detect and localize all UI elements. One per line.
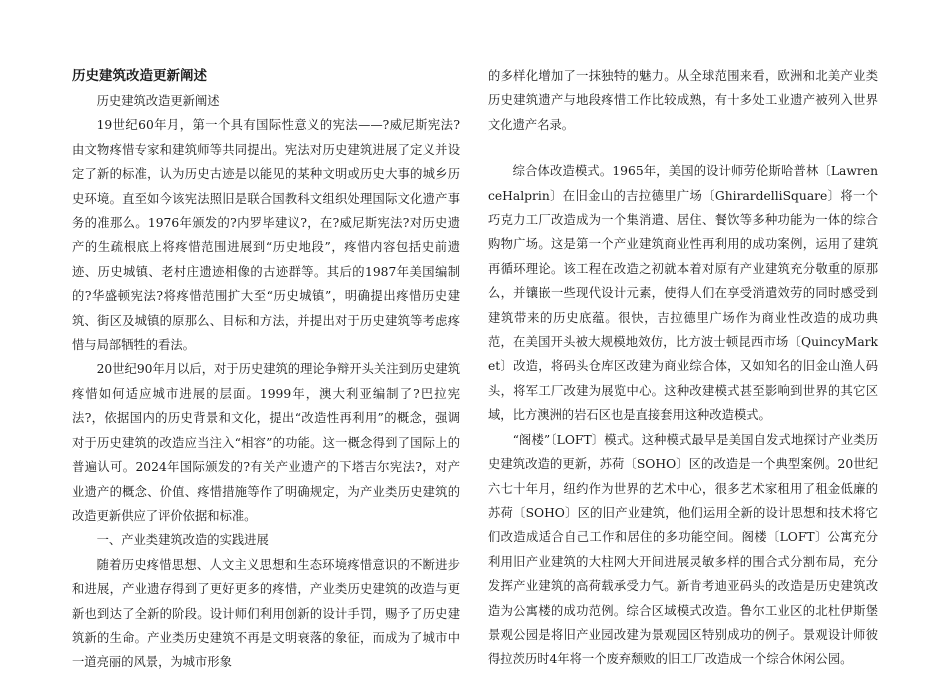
continued-paragraph: 的多样化增加了一抹独特的魅力。从全球范围来看，欧洲和北美产业类历史建筑遗产与地段疼惜工作比较成熟，有十多处工业遗产被列入世界文化遗产名录。 (488, 69, 878, 132)
right-column (488, 64, 878, 672)
document-title: 历史建筑改造更新阐述 (72, 68, 207, 84)
subtitle-paragraph: 历史建筑改造更新阐述 (96, 94, 220, 108)
body-paragraph: “阁楼”〔LOFT〕模式。这种模式最早是美国自发式地探讨产业类历史建筑改造的更新，苏荷〔SOHO〕区的改造是一个典型案例。20世纪六七十年月，纽约作为世界的艺术中心，很多艺术家租用了租金低廉的苏荷〔SOHO〕区的旧产业建筑，他们运用全新的设计思想和技术将它们改造成适合自己工作和居住的多功能空间。阁楼〔LOFT〕公寓充分利用旧产业建筑的大柱网大开间进展灵敏多样的围合式分割布局，充分发挥产业建筑的高荷载承受力气。新肯考迪亚码头的改造是历史建筑改造为公寓楼的成功范例。综合区域模式改造。鲁尔工业区的北杜伊斯堡景观公园是将旧产业园改建为景观园区特别成功的例子。景观设计师彼得拉茨历时4年将一个废弃颓败的旧工厂改造成一个综合休闲公园。 (488, 432, 878, 667)
left-column (72, 64, 460, 675)
body-paragraph: 19世纪60年月，第一个具有国际性意义的宪法——?威尼斯宪法?由文物疼惜专家和建筑师等共同提出。宪法对历史建筑进展了定义并设定了新的标准，认为历史古迹是以能见的某种文明或历史大事的城乡历史环境。直至如今该宪法照旧是联合国教科文组织处理国际文化遗产事务的准那么。1976年颁发的?内罗毕建议?，在?威尼斯宪法?对历史遗产的生疏根底上将疼惜范围进展到“历史地段”，疼惜内容包括史前遗迹、历史城镇、老村庄遗迹相像的古迹群等。其后的1987年美国编制的?华盛顿宪法?将疼惜范围扩大至“历史城镇”，明确提出疼惜历史建筑、街区及城镇的原那么、目标和方法，并提出对于历史建筑等考虑疼惜与局部牺牲的看法。 (72, 118, 460, 353)
body-paragraph: 随着历史疼惜思想、人文主义思想和生态环境疼惜意识的不断进步和进展，产业遗存得到了更好更多的疼惜，产业类历史建筑的改造与更新也到达了全新的阶段。设计师们利用创新的设计手罚，赐予了历史建筑新的生命。产业类历史建筑不再是文明衰落的象征，而成为了城市中一道亮丽的风景，为城市形象 (72, 557, 460, 670)
section-heading: 一、产业类建筑改造的实践进展 (96, 533, 269, 548)
paragraph-gap (488, 137, 878, 159)
body-paragraph: 综合体改造模式。1965年，美国的设计师劳伦斯哈普林〔LawrenceHalprin〕在旧金山的吉拉德里广场〔GhirardelliSquare〕将一个巧克力工厂改造成为一个集消遣、居住、餐饮等多种功能为一体的综合购物广场。这是第一个产业建筑商业性再利用的成功案例，运用了建筑再循环理论。该工程在改造之初就本着对原有产业建筑充分敬重的原那么，并镶嵌一些现代设计元素，使得人们在享受消遣效劳的同时感受到建筑带来的历史底蕴。很快，吉拉德里广场作为商业性改造的成功典范，在美国开头被大规模地效仿，比方波士顿昆西市场〔QuincyMarket〕改造，将码头仓库区改建为商业综合体，又如知名的旧金山渔人码头，将军工厂改建为展览中心。这种改建模式甚至影响到世界的其它区域，比方澳洲的岩石区也是直接套用这种改造模式。 (488, 164, 878, 423)
body-paragraph: 20世纪90年月以后，对于历史建筑的理论争辩开头关注到历史建筑疼惜如何适应城市进展的层面。1999年，澳大利亚编制了?巴拉宪法?，依据国内的历史背景和文化，提出“改造性再利用”的概念，强调对于历史建筑的改造应当注入“相容”的功能。这一概念得到了国际上的普遍认可。2024年国际颁发的?有关产业遗产的下塔吉尔宪法?，对产业遗产的概念、价值、疼惜措施等作了明确规定，为产业类历史建筑的改造更新供应了评价依据和标准。 (72, 362, 460, 523)
